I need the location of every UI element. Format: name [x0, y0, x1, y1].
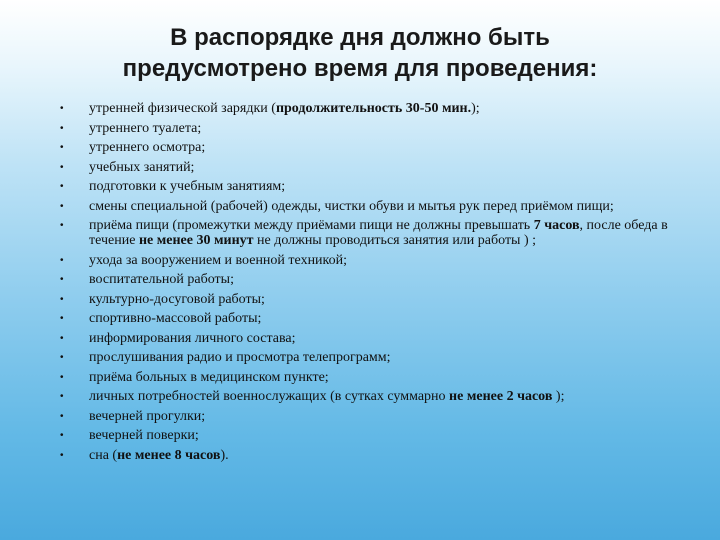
bullet-icon: •	[60, 332, 64, 344]
bullet-icon: •	[60, 254, 64, 266]
list-item	[60, 409, 690, 424]
list-item	[60, 121, 690, 136]
bullet-icon: •	[60, 103, 64, 114]
bullet-icon: •	[60, 430, 64, 442]
list-item	[60, 272, 690, 287]
list-item	[60, 218, 690, 249]
item-text: приёма пищи (промежутки между приёмами пищи не должны превышать	[89, 218, 534, 233]
bullet-icon: •	[60, 293, 64, 305]
bullet-icon: •	[60, 200, 64, 212]
item-text: прослушивания радио и просмотра телепрограмм;	[89, 350, 391, 366]
list-item	[60, 199, 690, 214]
item-text: личных потребностей военнослужащих (в сутках суммарно	[89, 389, 450, 405]
item-text: не должны проводиться занятия или работы ) ;	[253, 233, 537, 249]
list-item	[60, 160, 690, 175]
item-text: сна (	[89, 447, 118, 463]
item-text: культурно-досуговой работы;	[89, 291, 265, 307]
bullet-icon: •	[60, 371, 64, 383]
bullet-icon: •	[60, 352, 64, 364]
list-item	[60, 331, 690, 346]
bullet-icon: •	[60, 313, 64, 325]
list-item	[60, 253, 690, 268]
slide-title	[0, 22, 720, 84]
item-text: утренней физической зарядки (	[89, 101, 276, 116]
bullet-icon: •	[60, 449, 64, 461]
item-bold-text: продолжительность 30-50 мин.	[275, 101, 472, 116]
item-text: воспитательной работы;	[89, 272, 234, 288]
schedule-list	[60, 101, 690, 467]
item-text: информирования личного состава;	[89, 330, 296, 346]
bullet-icon: •	[60, 220, 64, 231]
bullet-icon: •	[60, 122, 64, 134]
item-text: );	[471, 101, 480, 116]
item-text: вечерней прогулки;	[89, 408, 206, 424]
list-item	[60, 140, 690, 155]
item-bold-text: не менее 8 часов	[117, 447, 221, 463]
bullet-icon: •	[60, 142, 64, 153]
item-text: ухода за вооружением и военной техникой;	[89, 252, 348, 268]
item-text: смены специальной (рабочей) одежды, чистки обуви и мытья рук перед приёмом пищи;	[89, 198, 614, 214]
item-text: приёма больных в медицинском пункте;	[89, 369, 329, 385]
item-bold-text: не менее 30 минут	[138, 233, 254, 249]
list-item	[60, 179, 690, 194]
item-text: подготовки к учебным занятиям;	[89, 179, 286, 194]
item-text: утреннего осмотра;	[89, 140, 206, 155]
item-text: учебных занятий;	[89, 159, 195, 175]
item-bold-text: 7 часов	[533, 218, 580, 233]
list-item	[60, 292, 690, 307]
list-item	[60, 370, 690, 385]
slide-title-line-2: предусмотрено время для проведения:	[122, 55, 598, 82]
list-item	[60, 389, 690, 404]
item-text: вечерней поверки;	[89, 428, 199, 444]
item-text: ).	[220, 447, 229, 463]
bullet-icon: •	[60, 161, 64, 173]
bullet-icon: •	[60, 391, 64, 403]
bullet-icon: •	[60, 410, 64, 422]
list-item	[60, 311, 690, 326]
slide-title-line-1: В распорядке дня должно быть	[170, 24, 550, 51]
bullet-icon: •	[60, 274, 64, 286]
item-bold-text: не менее 2 часов	[449, 389, 553, 405]
list-item	[60, 448, 690, 463]
list-item	[60, 101, 690, 116]
item-text: утреннего туалета;	[89, 120, 202, 136]
item-text: спортивно-массовой работы;	[89, 311, 262, 327]
bullet-icon: •	[60, 181, 64, 192]
list-item	[60, 428, 690, 443]
item-text: , после обеда в течение	[89, 218, 668, 249]
item-text: );	[552, 389, 565, 405]
list-item	[60, 350, 690, 365]
